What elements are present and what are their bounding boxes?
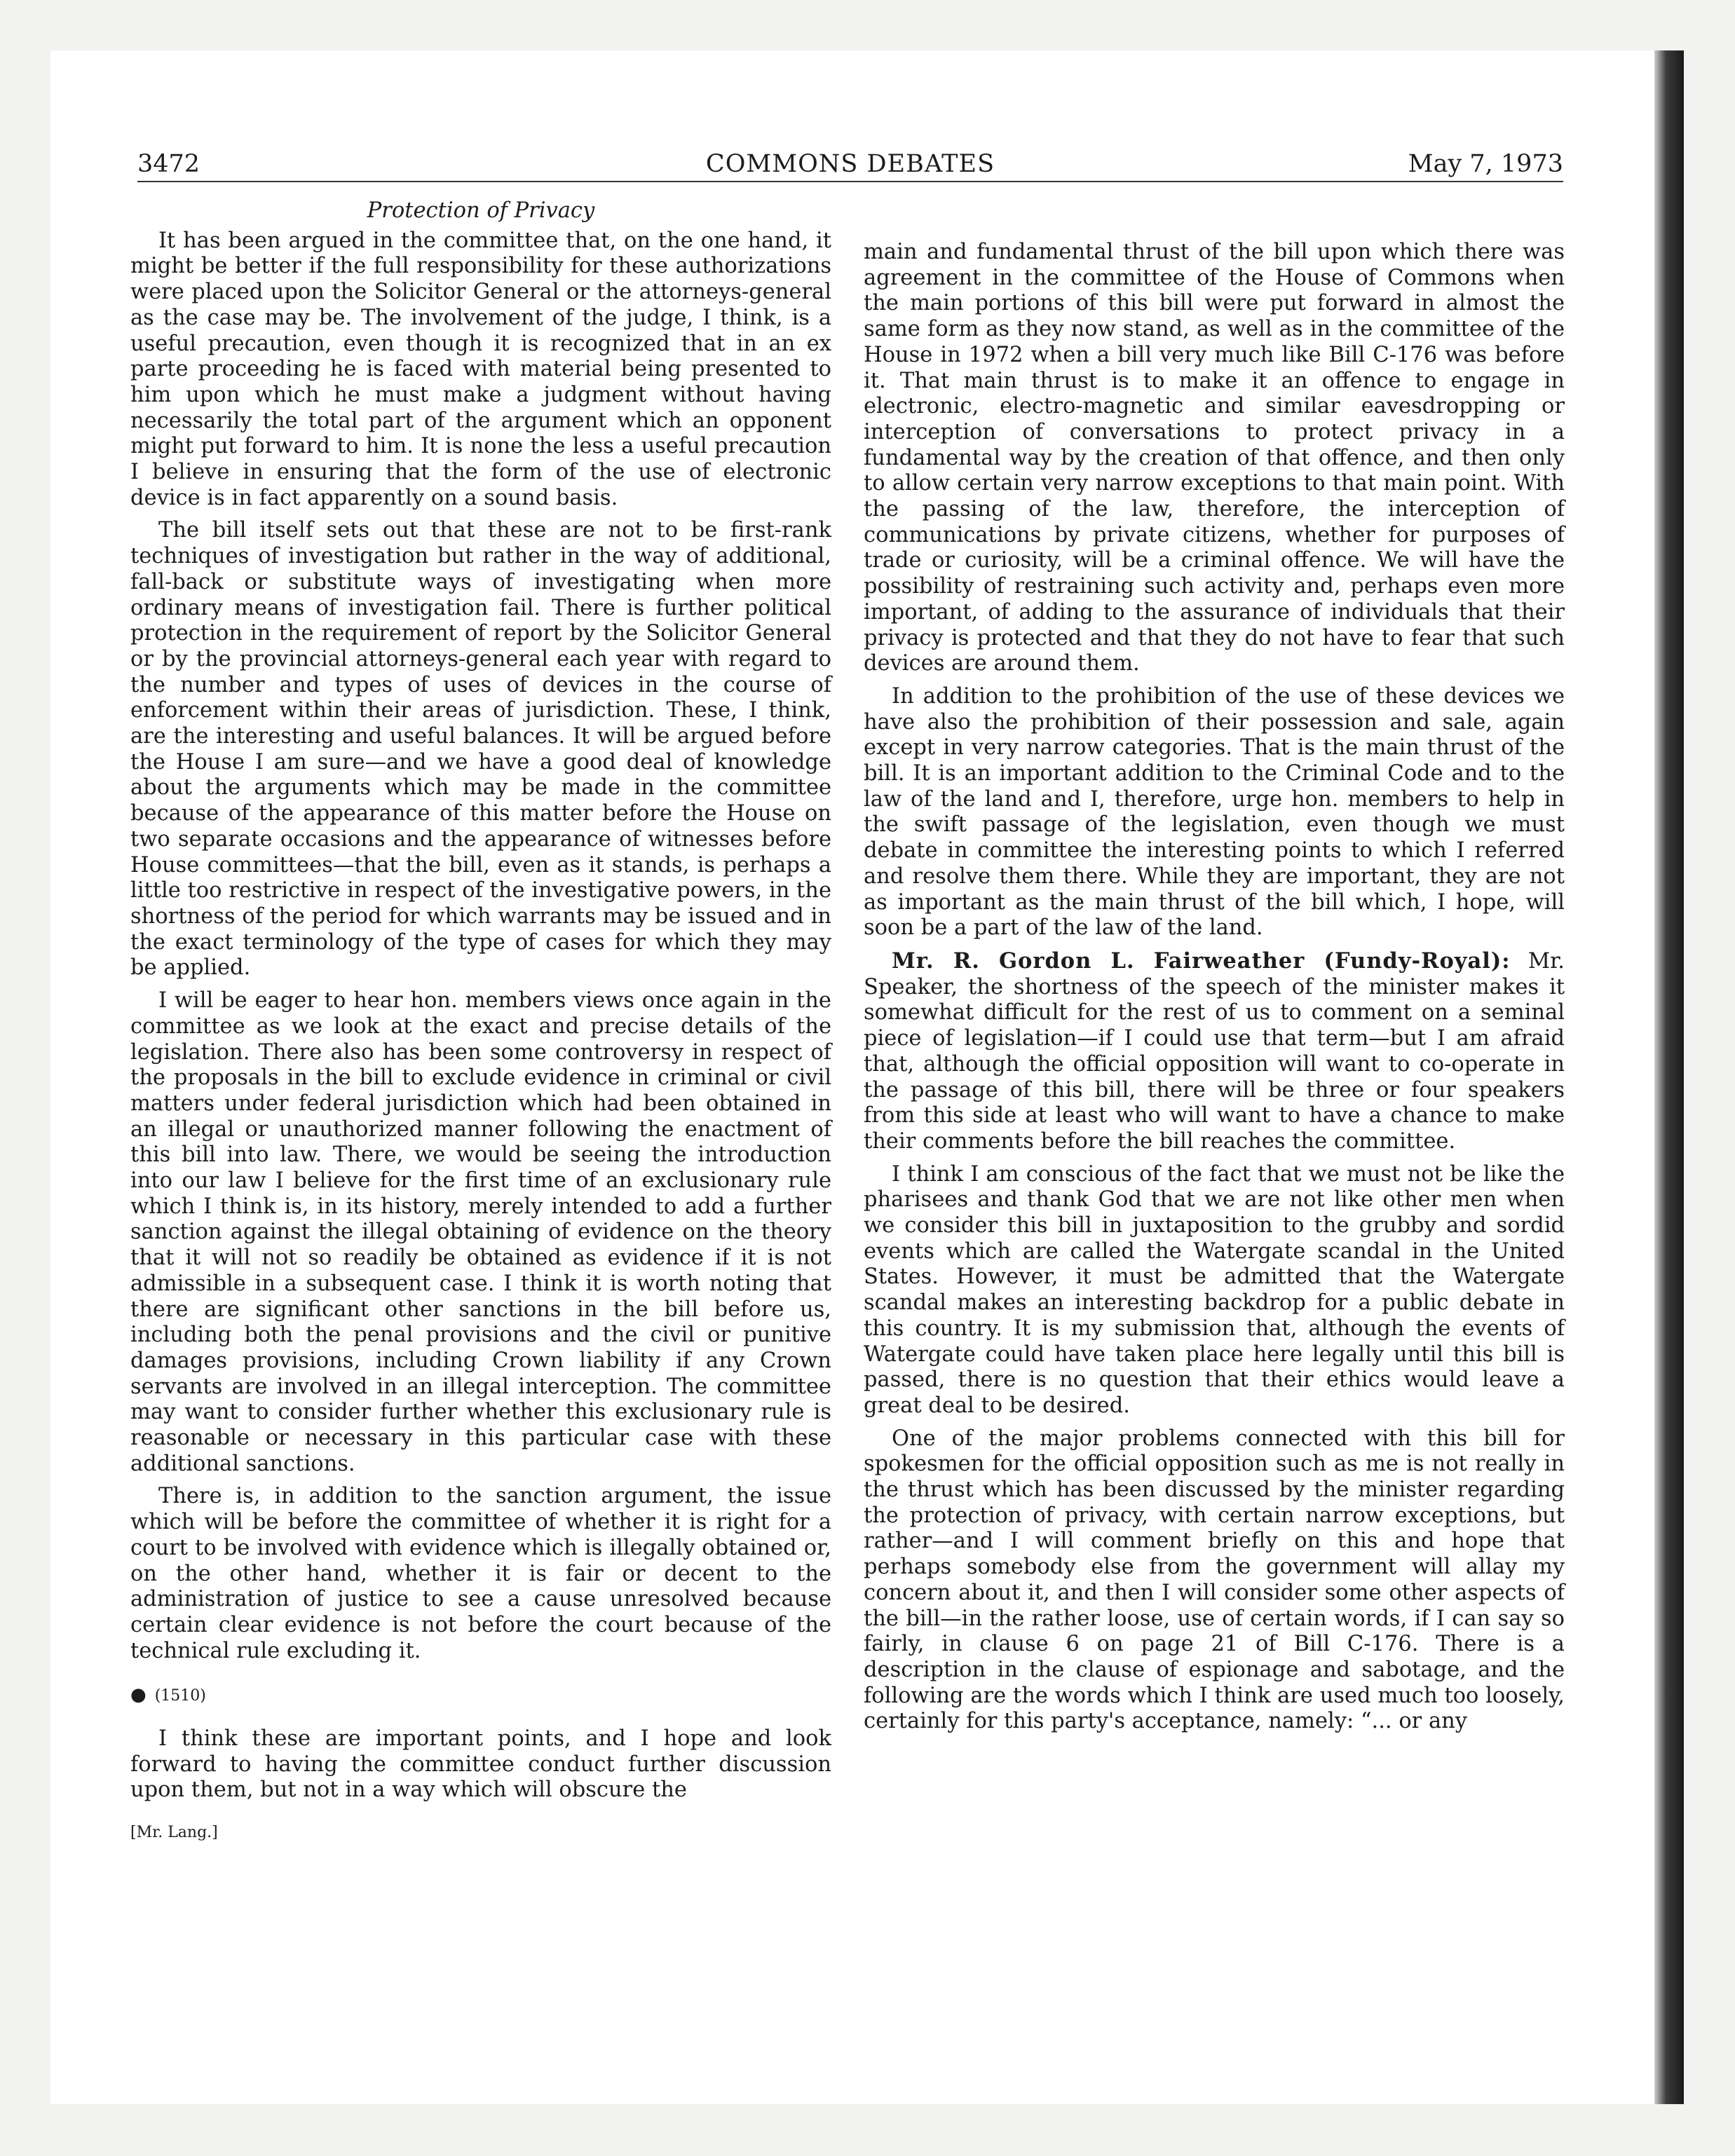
page-number: 3472 bbox=[137, 150, 200, 178]
paragraph: It has been argued in the committee that, on the one hand, it might be better if the full responsibility for these authorizations were placed upon the Solicitor General or the attorneys-general as the case may be. The involvement of the judge, I think, is a useful precaution, even though it is recognized that in an ex parte proceeding he is faced with material being presented to him upon which he must make a judgment without having necessarily the total part of the argument which an opponent might put forward to him. It is none the less a useful precaution I believe in ensuring that the form of the use of electronic device is in fact apparently on a sound basis. bbox=[130, 228, 831, 510]
paragraph: The bill itself sets out that these are not to be first-rank techniques of investigation but rather in the way of additional, fall-back or substitute ways of investigating when more ordinary means of investigation fail. There is further political protection in the requirement of report by the Solicitor General or by the provincial attorneys-general each year with regard to the number and types of uses of devices in the course of enforcement within their areas of jurisdiction. These, I think, are the interesting and useful balances. It will be argued before the House I am sure—and we have a good deal of knowledge about the arguments which may be made in the committee because of the appearance of this matter before the House on two separate occasions and the appearance of witnesses before House committees—that the bill, even as it stands, is perhaps a little too restrictive in respect of the investigative powers, in the shortness of the period for which warrants may be issued and in the exact terminology of the type of cases for which they may be applied. bbox=[130, 518, 831, 981]
left-column bbox=[130, 198, 831, 1853]
paragraph: One of the major problems connected with this bill for spokesmen for the official opposition such as me is not really in the thrust which has been discussed by the minister regarding the protection of privacy, with certain narrow exceptions, but rather—and I will comment briefly on this and hope that perhaps somebody else from the government will allay my concern about it, and then I will consider some other aspects of the bill—in the rather loose, use of certain words, if I can say so fairly, in clause 6 on page 21 of Bill C-176. There is a description in the clause of espionage and sabotage, and the following are the words which I think are used much too loosely, certainly for this party's acceptance, namely: “... or any bbox=[864, 1426, 1565, 1734]
bullet-icon: ● bbox=[130, 1684, 147, 1706]
time-stamp: (1510) bbox=[154, 1687, 206, 1705]
paragraph: In addition to the prohibition of the use of these devices we have also the prohibition of their possession and sale, again except in very narrow categories. That is the main thrust of the bill. It is an important addition to the Criminal Code and to the law of the land and I, therefore, urge hon. members to help in the swift passage of the legislation, even though we must debate in committee the interesting points to which I referred and resolve them there. While they are important, they are not as important as the main thrust of the bill which, I hope, will soon be a part of the law of the land. bbox=[864, 683, 1565, 941]
right-column bbox=[864, 240, 1565, 1742]
publication-date: May 7, 1973 bbox=[1408, 150, 1563, 178]
page-header bbox=[137, 142, 1563, 182]
paragraph: I think I am conscious of the fact that we must not be like the pharisees and thank God that we are not like other men when we consider this bill in juxtaposition to the grubby and sordid events which are called the Watergate scandal in the United States. However, it must be admitted that the Watergate scandal makes an interesting backdrop for a public debate in this country. It is my submission that, although the events of Watergate could have taken place here legally until this bill is passed, there is no question that their ethics would leave a great deal to be desired. bbox=[864, 1161, 1565, 1418]
paragraph bbox=[864, 948, 1565, 1155]
paragraph: I think these are important points, and I hope and look forward to having the committee conduct further discussion upon them, but not in a way which will obscure the bbox=[130, 1726, 831, 1803]
publication-title: COMMONS DEBATES bbox=[705, 150, 995, 178]
time-marker bbox=[130, 1682, 831, 1710]
speaker-name: Mr. R. Gordon L. Fairweather (Fundy-Royal): bbox=[892, 948, 1511, 974]
scan-edge bbox=[1654, 50, 1684, 2104]
paragraph: I will be eager to hear hon. members views once again in the committee as we look at the exact and precise details of the legislation. There also has been some controversy in respect of the proposals in the bill to exclude evidence in criminal or civil matters under federal jurisdiction which had been obtained in an illegal or unauthorized manner following the enactment of this bill into law. There, we would be seeing the introduction into our law I believe for the first time of an exclusionary rule which I think is, in its history, merely intended to add a further sanction against the illegal obtaining of evidence on the theory that it will not so readily be obtained as evidence if it is not admissible in a subsequent case. I think it is worth noting that there are significant other sanctions in the bill before us, including both the penal provisions and the civil or punitive damages provisions, including Crown liability if any Crown servants are involved in an illegal interception. The committee may want to consider further whether this exclusionary rule is reasonable or necessary in this particular case with these additional sanctions. bbox=[130, 988, 831, 1476]
paragraph: main and fundamental thrust of the bill upon which there was agreement in the committee of the House of Commons when the main portions of this bill were put forward in almost the same form as they now stand, as well as in the committee of the House in 1972 when a bill very much like Bill C-176 was before it. That main thrust is to make it an offence to engage in electronic, electro-magnetic and similar eavesdropping or interception of conversations to protect privacy in a fundamental way by the creation of that offence, and then only to allow certain very narrow exceptions to that main point. With the passing of the law, therefore, the interception of communications by private citizens, whether for purposes of trade or curiosity, will be a criminal offence. We will have the possibility of restraining such activity and, perhaps even more important, of adding to the assurance of individuals that their privacy is protected and that they do not have to fear that such devices are around them. bbox=[864, 240, 1565, 676]
paragraph: There is, in addition to the sanction argument, the issue which will be before the committee of whether it is right for a court to be involved with evidence which is illegally obtained or, on the other hand, whether it is fair or decent to the administration of justice to see a cause unresolved because certain clear evidence is not before the court because of the technical rule excluding it. bbox=[130, 1484, 831, 1663]
speech-text: Mr. Speaker, the shortness of the speech of the minister makes it somewhat difficult for the rest of us to comment on a seminal piece of legislation—if I could use that term—but I am afraid that, although the official opposition will want to co-operate in the passage of this bill, there will be three or four speakers from this side at least who will want to have a chance to make their comments before the bill reaches the committee. bbox=[864, 948, 1565, 1154]
section-subheading: Protection of Privacy bbox=[367, 198, 595, 223]
speaker-attribution: [Mr. Lang.] bbox=[130, 1824, 218, 1842]
